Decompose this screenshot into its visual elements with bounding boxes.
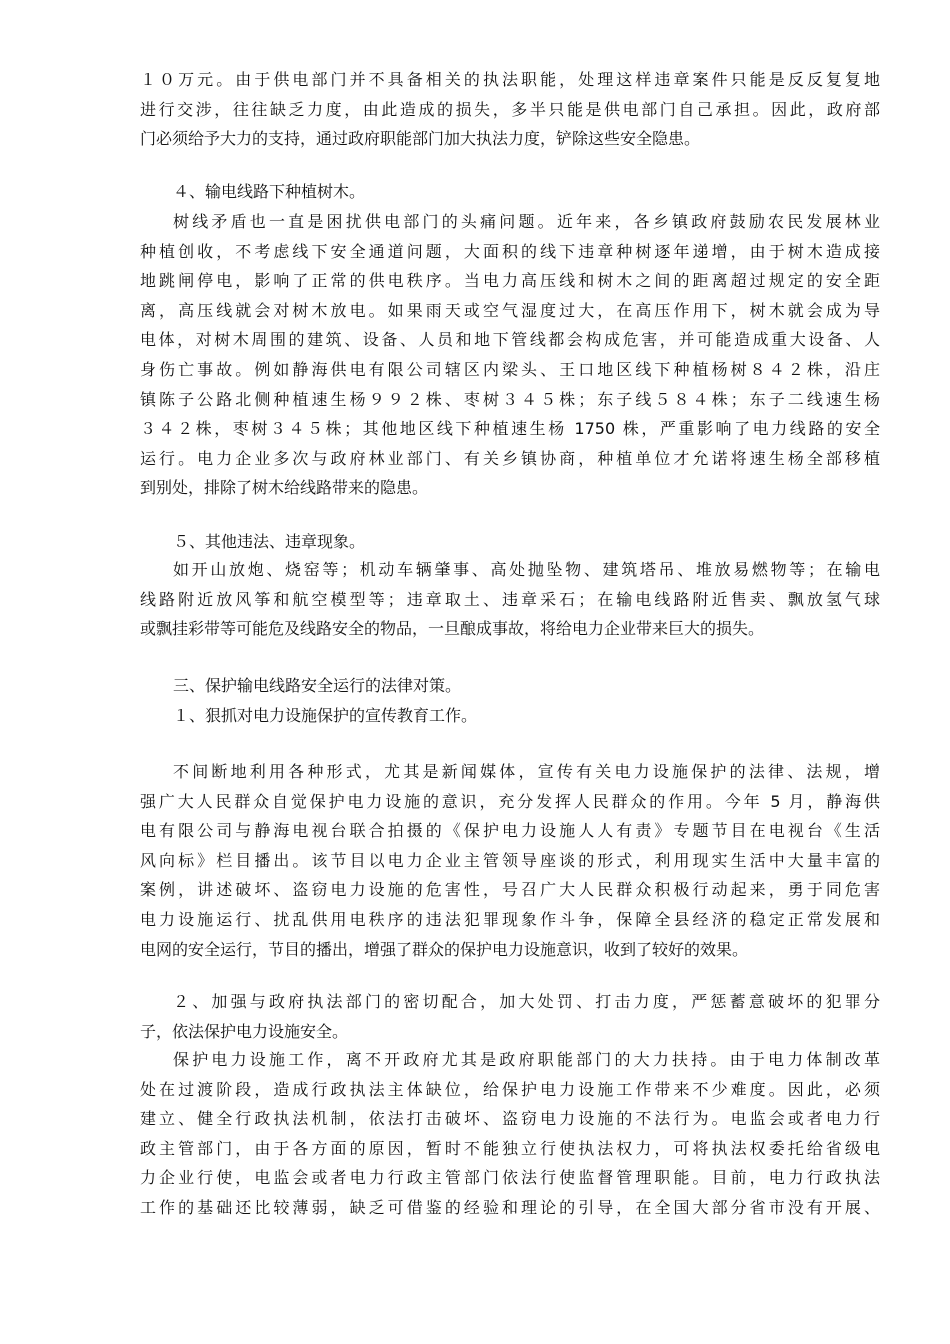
text-line: 保护电力设施工作，离不开政府尤其是政府职能部门的大力扶持。由于电力体制改革 <box>173 1050 880 1069</box>
paragraph-2 <box>140 207 880 503</box>
text-line: 强广大人民群众自觉保护电力设施的意识，充分发挥人民群众的作用。今年 5 月，静海供 <box>140 791 880 811</box>
text-line: 运行。电力企业多次与政府林业部门、有关乡镇协商，种植单位才允诺将速生杨全部移植 <box>140 448 880 468</box>
text-line: 离，高压线就会对树木放电。如果雨天或空气湿度过大，在高压作用下，树木就会成为导 <box>140 300 880 320</box>
text-line: 政主管部门，由于各方面的原因，暂时不能独立行使执法权力，可将执法权委托给省级电 <box>140 1138 880 1158</box>
heading-text: 三、保护输电线路安全运行的法律对策。 <box>173 676 462 695</box>
text-line: 不间断地利用各种形式，尤其是新闻媒体，宣传有关电力设施保护的法律、法规，增 <box>173 762 880 781</box>
text-line: 线路附近放风筝和航空模型等；违章取土、违章采石；在输电线路附近售卖、飘放氢气球 <box>140 589 880 609</box>
section-heading-3 <box>140 671 880 730</box>
text-line: 身伤亡事故。例如静海供电有限公司辖区内梁头、王口地区线下种植杨树８４２株，沿庄 <box>140 359 880 379</box>
text-line: 风向标》栏目播出。该节目以电力企业主管领导座谈的形式，利用现实生活中大量丰富的 <box>140 850 880 870</box>
text-line: 电网的安全运行，节目的播出，增强了群众的保护电力设施意识，收到了较好的效果。 <box>140 939 749 959</box>
text-line: 进行交涉，往往缺乏力度，由此造成的损失，多半只能是供电部门自己承担。因此，政府部 <box>140 99 880 119</box>
text-line: 建立、健全行政执法机制，依法打击破坏、盗窃电力设施的不法行为。电监会或者电力行 <box>140 1109 880 1129</box>
text-line: ２、加强与政府执法部门的密切配合，加大处罚、打击力度，严惩蓄意破坏的犯罪分 <box>173 992 880 1011</box>
paragraph-6 <box>140 1045 880 1223</box>
section-heading-5 <box>140 527 880 557</box>
text-line: 或飘挂彩带等可能危及线路安全的物品，一旦酿成事故，将给电力企业带来巨大的损失。 <box>140 619 765 639</box>
text-line: 门必须给予大力的支持，通过政府职能部门加大执法力度，铲除这些安全隐患。 <box>140 129 701 149</box>
text-line: 工作的基础还比较薄弱，缺乏可借鉴的经验和理论的引导，在全国大部分省市没有开展、 <box>140 1197 880 1217</box>
text-line: 力企业行使，电监会或者电力行政主管部门依法行使监督管理职能。目前，电力行政执法 <box>140 1168 880 1188</box>
text-line: 种植创收，不考虑线下安全通道问题，大面积的线下违章种树逐年递增，由于树木造成接 <box>140 241 880 261</box>
paragraph-4 <box>140 757 880 964</box>
section-heading-4 <box>140 177 880 207</box>
text-line: ３４２株，枣树３４５株；其他地区线下种植速生杨 1750 株，严重影响了电力线路的安全 <box>140 419 880 439</box>
text-line: 子，依法保护电力设施安全。 <box>140 1021 349 1041</box>
text-line: 树线矛盾也一直是困扰供电部门的头痛问题。近年来，各乡镇政府鼓励农民发展林业 <box>173 212 880 231</box>
heading-text: ５、其他违法、违章现象。 <box>173 532 366 551</box>
text-line: 到别处，排除了树木给线路带来的隐患。 <box>140 478 429 498</box>
text-line: 地跳闸停电，影响了正常的供电秩序。当电力高压线和树木之间的距离超过规定的安全距 <box>140 271 880 291</box>
text-line: 镇陈子公路北侧种植速生杨９９２株、枣树３４５株；东子线５８４株；东子二线速生杨 <box>140 389 880 409</box>
paragraph-1 <box>140 65 880 154</box>
text-line: 如开山放炮、烧窑等；机动车辆肇事、高处抛坠物、建筑塔吊、堆放易燃物等；在输电 <box>173 560 880 579</box>
text-line: 电力设施运行、扰乱供用电秩序的违法犯罪现象作斗争，保障全县经济的稳定正常发展和 <box>140 909 880 929</box>
text-line: 电体，对树木周围的建筑、设备、人员和地下管线都会构成危害，并可能造成重大设备、人 <box>140 330 880 350</box>
paragraph-5 <box>140 987 880 1046</box>
text-line: １０万元。由于供电部门并不具备相关的执法职能，处理这样违章案件只能是反反复复地 <box>140 70 880 89</box>
paragraph-3 <box>140 555 880 644</box>
heading-text: ４、输电线路下种植树木。 <box>173 182 366 201</box>
subheading-text: １、狠抓对电力设施保护的宣传教育工作。 <box>173 705 478 725</box>
text-line: 案例，讲述破坏、盗窃电力设施的危害性，号召广大人民群众积极行动起来，勇于同危害 <box>140 880 880 900</box>
text-line: 电有限公司与静海电视台联合拍摄的《保护电力设施人人有责》专题节目在电视台《生活 <box>140 821 880 841</box>
text-line: 处在过渡阶段，造成行政执法主体缺位，给保护电力设施工作带来不少难度。因此，必须 <box>140 1079 880 1099</box>
